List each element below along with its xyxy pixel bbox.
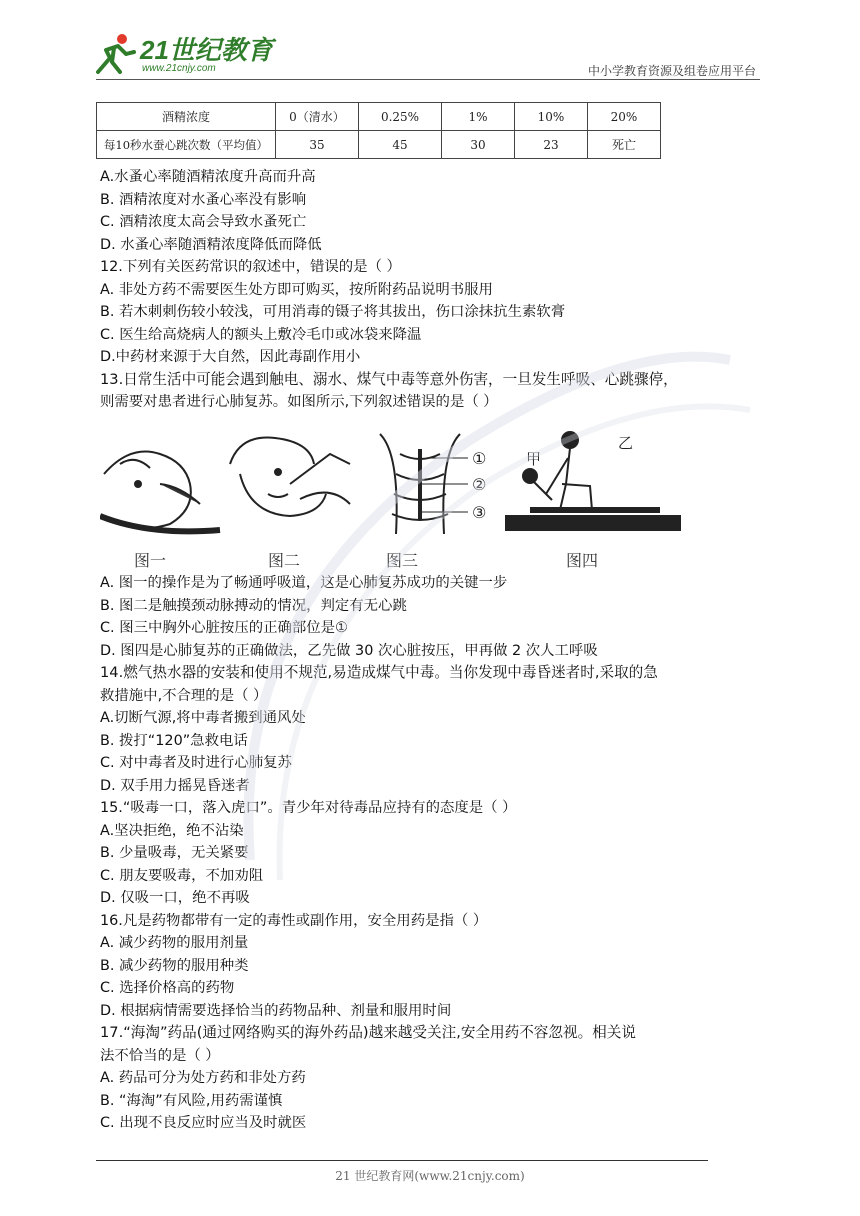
text-line: D. 图四是心肺复苏的正确做法，乙先做 30 次心脏按压，甲再做 2 次人工呼吸	[100, 642, 598, 659]
text-line: B. 若木刺刺伤较小较浅，可用消毒的镊子将其拔出，伤口涂抹抗生素软膏	[100, 304, 566, 320]
platform-name: 中小学教育资源及组卷应用平台	[587, 64, 756, 78]
text-line: 则需要对患者进行心肺复苏。如图所示,下列叙述错误的是（ ）	[100, 394, 498, 410]
question-16: 16.凡是药物都带有一定的毒性或副作用，安全用药是指（ ）	[100, 912, 488, 929]
table-cell: 1%	[442, 103, 515, 131]
figure-2-pulse-check	[230, 438, 350, 516]
text-line: C. 选择价格高的药物	[100, 980, 235, 996]
figure-3-ribcage	[380, 434, 468, 534]
question-13: 13.日常生活中可能会遇到触电、溺水、煤气中毒等意外伤害，一旦发生呼吸、心跳骤停，	[100, 370, 678, 388]
text-line: D. 根据病情需要选择恰当的药物品种、剂量和服用时间	[100, 1002, 452, 1019]
marker-1: ①	[472, 449, 487, 468]
text-line: B. “海淘”有风险,用药需谨慎	[100, 1092, 283, 1109]
text-line: A. 药品可分为处方药和非处方药	[100, 1070, 306, 1086]
logo-text: 21世纪教育	[140, 35, 273, 65]
caption-figure-3: 图三	[386, 551, 419, 570]
caption-figure-4: 图四	[566, 551, 599, 570]
page-header	[0, 0, 860, 80]
text-line: D.中药材来源于大自然，因此毒副作用小	[100, 349, 361, 365]
table-cell: 每10秒水蚕心跳次数（平均值）	[97, 131, 276, 159]
table-cell: 30	[442, 131, 515, 159]
marker-2: ②	[472, 475, 487, 494]
table-cell: 23	[515, 131, 588, 159]
text-line: C. 图三中胸外心脏按压的正确部位是①	[100, 620, 348, 636]
text-line: C. 医生给高烧病人的额头上敷冷毛巾或冰袋来降温	[100, 326, 422, 343]
person-jia: 甲	[526, 450, 542, 468]
table-cell: 0.25%	[359, 103, 442, 131]
figure-1-head-tilt	[100, 452, 220, 532]
text-line: A.切断气源,将中毒者搬到通风处	[100, 710, 306, 726]
text-line: D. 仅吸一口，绝不再吸	[100, 890, 250, 906]
header-divider	[96, 79, 760, 80]
table-cell: 35	[276, 131, 359, 159]
table-cell: 20%	[588, 103, 661, 131]
question-17: 17.“海淘”药品(通过网络购买的海外药品)越来越受关注,安全用药不容忽视。相关说	[100, 1024, 636, 1041]
person-yi: 乙	[618, 434, 634, 452]
text-line: B. 少量吸毒，无关紧要	[100, 845, 249, 861]
questions-top	[100, 166, 780, 414]
text-line: A.坚决拒绝，绝不沾染	[100, 822, 244, 839]
text-line: B. 酒精浓度对水蚤心率没有影响	[100, 191, 307, 208]
caption-figure-1: 图一	[134, 551, 167, 570]
logo-url: www.21cnjy.com	[142, 63, 216, 74]
question-14: 14.燃气热水器的安装和使用不规范,易造成煤气中毒。当你发现中毒昏迷者时,采取的急	[100, 664, 658, 681]
runner-logo-icon	[92, 32, 138, 74]
question-15: 15.“吸毒一口，落入虎口”。青少年对待毒品应持有的态度是（ ）	[100, 800, 517, 816]
caption-figure-2: 图二	[268, 551, 301, 570]
footer-divider	[96, 1160, 708, 1161]
text-line: A.水蚤心率随酒精浓度升高而升高	[100, 169, 316, 185]
table-cell: 死亡	[588, 131, 661, 159]
text-line: A. 非处方药不需要医生处方即可购买，按所附药品说明书服用	[100, 281, 493, 298]
marker-3: ③	[472, 503, 487, 522]
text-line: D. 双手用力摇晃昏迷者	[100, 777, 250, 794]
alcohol-heartrate-table	[96, 102, 661, 159]
text-line: D. 水蚤心率随酒精浓度降低而降低	[100, 236, 322, 253]
text-line: 法不恰当的是（ ）	[100, 1047, 220, 1064]
table-cell: 酒精浓度	[97, 103, 276, 131]
text-line: B. 图二是触摸颈动脉搏动的情况，判定有无心跳	[100, 597, 407, 614]
figure-4-two-rescuers	[506, 432, 680, 530]
table-row	[97, 131, 661, 159]
text-line: C. 出现不良反应时应当及时就医	[100, 1115, 307, 1131]
questions-bottom	[100, 572, 780, 1135]
table-cell: 0（清水）	[276, 103, 359, 131]
table-cell: 45	[359, 131, 442, 159]
text-line: C. 酒精浓度太高会导致水蚤死亡	[100, 214, 307, 230]
text-line: C. 对中毒者及时进行心肺复苏	[100, 755, 292, 771]
text-line: C. 朋友要吸毒，不加劝阻	[100, 867, 264, 884]
cpr-figure	[100, 424, 690, 570]
table-row	[97, 103, 661, 131]
text-line: B. 拨打“120”急救电话	[100, 732, 248, 749]
text-line: 救措施中,不合理的是（ ）	[100, 687, 268, 704]
text-line: B. 减少药物的服用种类	[100, 957, 249, 974]
cpr-illustration	[100, 424, 690, 544]
site-logo[interactable]	[92, 30, 273, 78]
text-line: A. 减少药物的服用剂量	[100, 935, 249, 951]
table-cell: 10%	[515, 103, 588, 131]
footer-link[interactable]: 21 世纪教育网(www.21cnjy.com)	[335, 1169, 525, 1183]
question-12: 12.下列有关医药常识的叙述中，错误的是（ ）	[100, 259, 401, 275]
text-line: A. 图一的操作是为了畅通呼吸道，这是心肺复苏成功的关键一步	[100, 575, 508, 591]
